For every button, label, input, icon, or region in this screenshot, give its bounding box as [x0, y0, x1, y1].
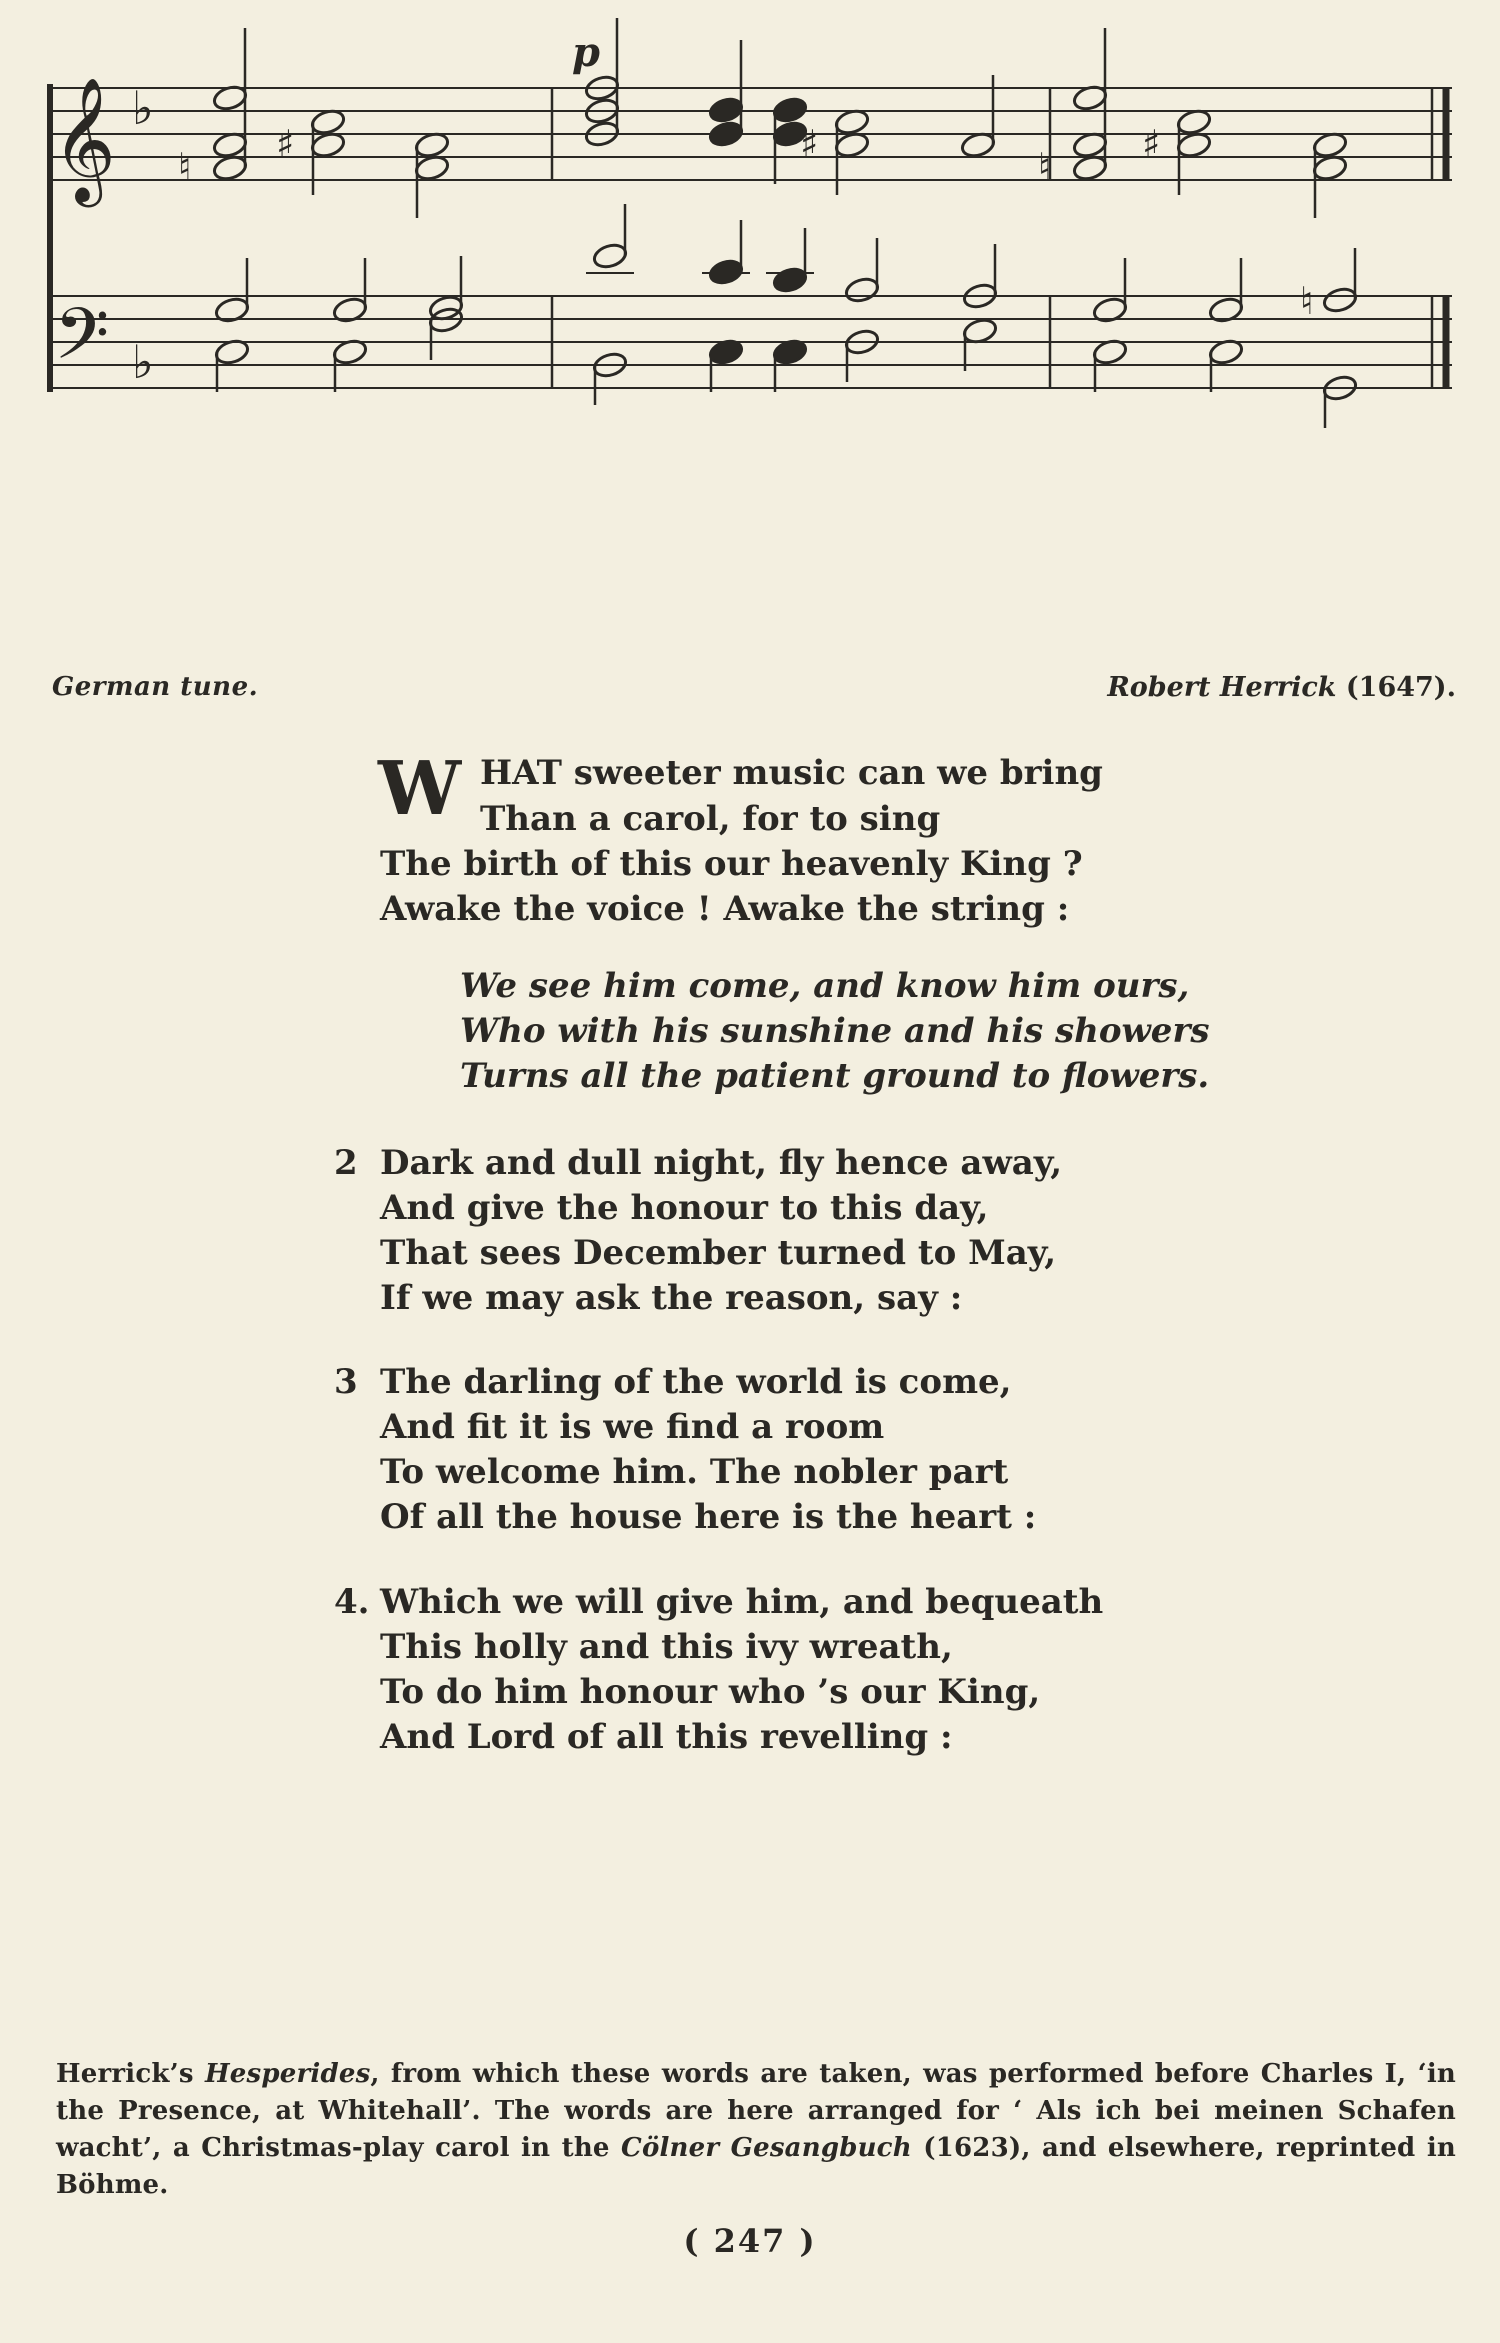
verse-number: 3: [334, 1362, 358, 1402]
note-head: [1322, 286, 1359, 315]
sharp-icon: ♯: [1142, 122, 1161, 166]
sharp-icon: ♯: [800, 122, 819, 166]
verse3-line1: The darling of the world is come,: [380, 1362, 1012, 1402]
book-title: Hesperides: [205, 2059, 371, 2089]
verse4-line4: And Lord of all this revelling :: [380, 1717, 953, 1757]
treble-clef-icon: 𝄞: [52, 77, 116, 202]
flat-icon: ♭: [132, 335, 154, 389]
bass-clef-icon: 𝄢: [54, 293, 110, 393]
note-head: [708, 96, 745, 125]
verse4-line3: To do him honour who ’s our King,: [380, 1672, 1041, 1712]
verse1-line3: The birth of this our heavenly King ?: [380, 844, 1083, 884]
verse-number: 4.: [334, 1582, 370, 1622]
refrain-line2: Who with his sunshine and his showers: [460, 1011, 1210, 1051]
dynamic-mark: p: [572, 29, 600, 76]
verse1-line1: HAT sweeter music can we bring: [480, 753, 1103, 793]
natural-icon: ♮: [1038, 145, 1052, 189]
verse3-line3: To welcome him. The nobler part: [380, 1452, 1009, 1492]
note-head: [844, 276, 881, 305]
refrain-line3: Turns all the patient ground to flowers.: [460, 1056, 1210, 1096]
note-head: [1208, 296, 1245, 325]
author-year: (1647).: [1345, 672, 1456, 703]
refrain-line1: We see him come, and know him ours,: [460, 966, 1190, 1006]
verse2-line3: That sees December turned to May,: [380, 1233, 1057, 1273]
footnote-text: (1623), and elsewhere, reprinted in Böhme.: [56, 2133, 1457, 2200]
verse1-line2: Than a carol, for to sing: [480, 799, 941, 839]
natural-icon: ♮: [1300, 279, 1314, 323]
tune-attribution: German tune.: [52, 672, 259, 702]
verse2-line2: And give the honour to this day,: [380, 1188, 989, 1228]
author-name: Robert Herrick: [1107, 672, 1337, 703]
footnote-text: , from which these words are taken, was performed before Charles I, ‘in the Presence, at Whitehall’. The words are here arranged for ‘ Als ich bei meinen Schafen wacht’, a Christmas-play carol in the: [56, 2059, 1457, 2163]
author-attribution: [1107, 672, 1456, 703]
note-head: [708, 120, 745, 149]
flat-icon: ♭: [132, 81, 154, 135]
music-score: [0, 0, 1500, 440]
verse3-line4: Of all the house here is the heart :: [380, 1497, 1037, 1537]
note-head: [332, 296, 369, 325]
book-title: Cölner Gesangbuch: [621, 2133, 912, 2163]
verse4-line1: Which we will give him, and bequeath: [380, 1582, 1104, 1622]
footnote-text: Herrick’s: [56, 2059, 205, 2089]
note-head: [772, 96, 809, 125]
verse2-line4: If we may ask the reason, say :: [380, 1278, 963, 1318]
verse1-line4: Awake the voice ! Awake the string :: [380, 889, 1070, 929]
drop-cap: W: [378, 746, 462, 832]
note-head: [214, 296, 251, 325]
verse3-line2: And fit it is we find a room: [380, 1407, 885, 1447]
sharp-icon: ♯: [276, 122, 295, 166]
note-head: [592, 242, 629, 271]
note-head: [1092, 296, 1129, 325]
verse4-line2: This holly and this ivy wreath,: [380, 1627, 953, 1667]
verse-number: 2: [334, 1143, 358, 1183]
verse2-line1: Dark and dull night, fly hence away,: [380, 1143, 1063, 1183]
note-head: [772, 266, 809, 295]
natural-icon: ♮: [178, 145, 192, 189]
treble-staff: [50, 88, 1452, 180]
page-number: ( 247 ): [683, 2222, 817, 2260]
footnote: [56, 2056, 1456, 2204]
